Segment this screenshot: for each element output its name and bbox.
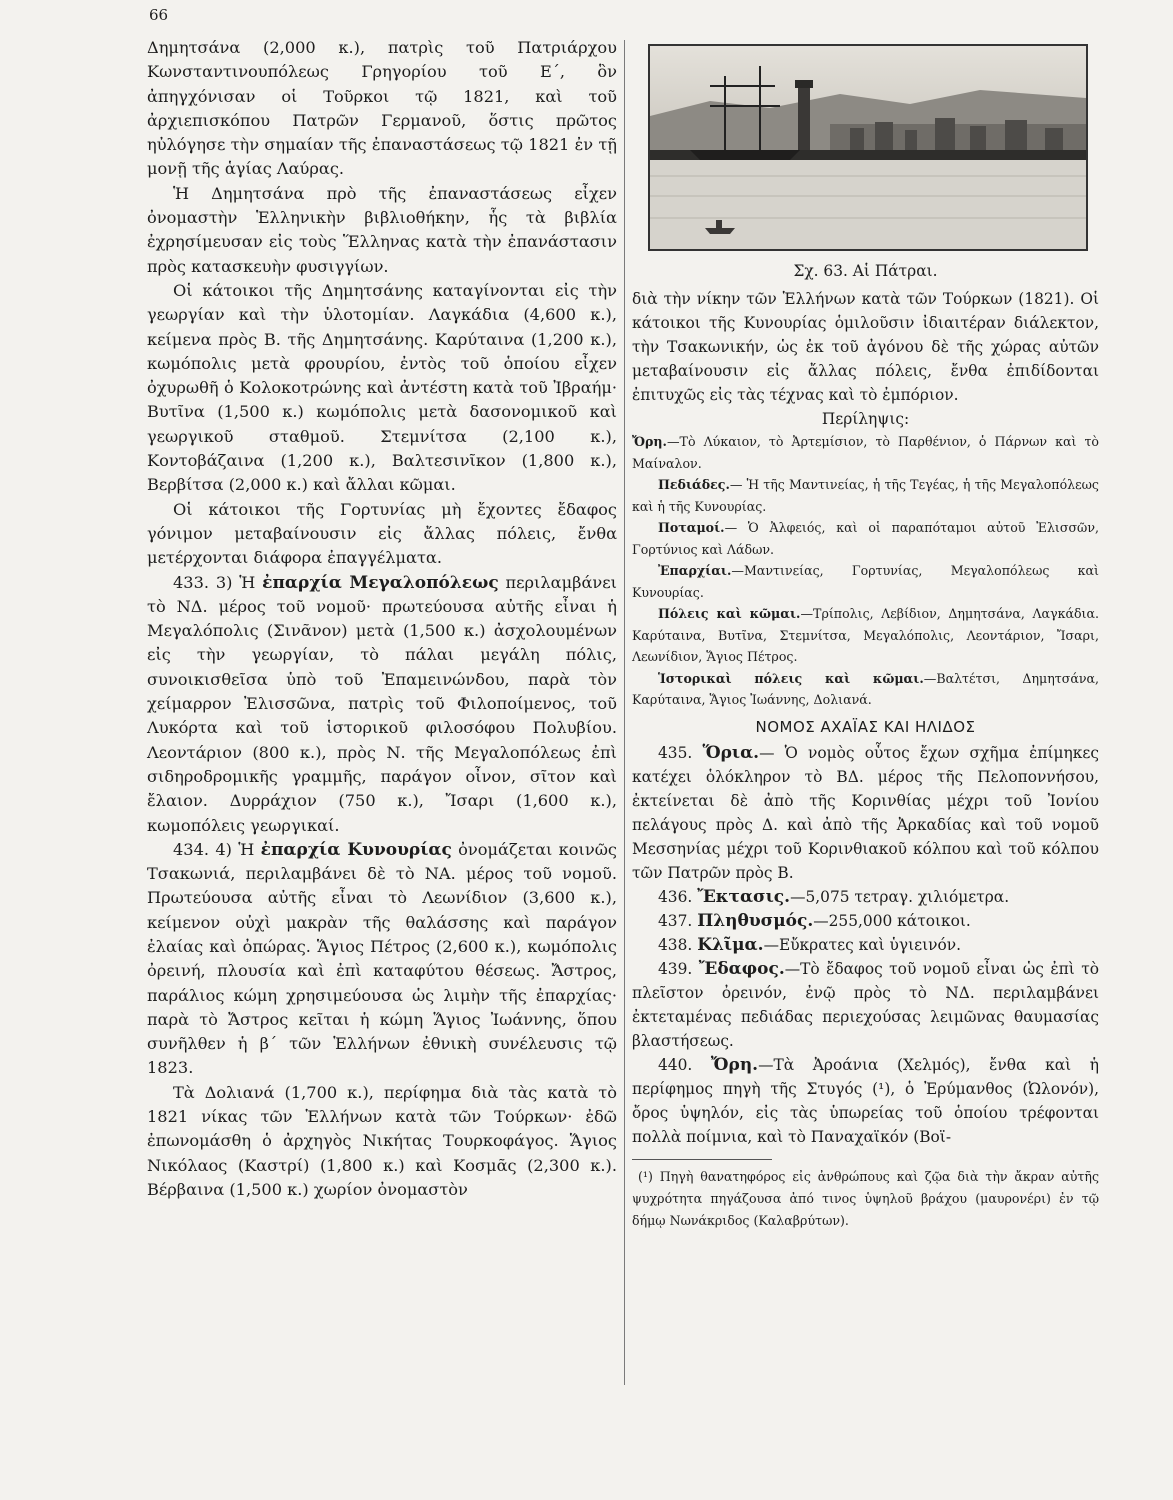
right-column [632,36,1099,1232]
paragraph-library: Ἡ Δημητσάνα πρὸ τῆς ἐπαναστάσεως εἶχεν ὀνομαστὴν Ἑλληνικὴν βιβλιοθήκην, ἧς τὰ βιβλία ἐχρησίμευσαν εἰς τοὺς Ἕλληνας κατὰ τὴν ἐπανάστασιν πρὸς κατασκευὴν φυσιγγίων. [147,183,617,276]
footnote: (¹) Πηγὴ θανατηφόρος εἰς ἀνθρώπους καὶ ζῷα διὰ τὴν ἄκραν αὐτῆς ψυχρότητα πηγάζουσα ἀπό τινος ὑψηλοῦ βράχου (μαυρονέρι) ἐν τῷ δήμῳ Νωνάκριδος (Καλαβρύτων). [632,1168,1099,1228]
article-number: 433. 3) Ἡ [173,572,256,592]
article-437 [632,909,1099,933]
article-number: 438. [658,935,693,954]
article-heading: Πληθυσμός. [697,910,814,931]
figure-caption: Σχ. 63. Αἱ Πάτραι. [793,262,938,280]
summary-text: —Τρίπολις, Λεβίδιον, Δημητσάνα, Λαγκάδια. Καρύταινα, Βυτῖνα, Στεμνίτσα, Μεγαλόπολις, Λεοντάριον, Ἴσαρι, Λεωνίδιον, Ἅγιος Πέτρος. [632,606,1099,664]
article-text: —5,075 τετραγ. χιλιόμετρα. [790,887,1010,906]
summary-plains [632,474,1099,517]
article-440 [632,1053,1099,1149]
article-number: 435. [658,743,693,762]
article-number: 439. [658,959,693,978]
patras-harbor-photo [648,44,1088,251]
summary-title: Περίληψις: [821,410,910,428]
paragraph-dimitsana: Δημητσάνα (2,000 κ.), πατρὶς τοῦ Πατριάρχου Κωνσταντινουπόλεως Γρηγορίου τοῦ Ε΄, ὃν ἀπηγχόνισαν οἱ Τοῦρκοι τῷ 1821, καὶ τοῦ ἀρχιεπισκόπου Πατρῶν Γερμανοῦ, ὅστις πρῶτος ηὐλόγησε τὴν σημαίαν τῆς ἐπαναστάσεως τῷ 1821 ἐν τῇ μονῇ τῆς ἁγίας Λαύρας. [147,38,617,179]
article-text: ὀνομάζεται κοινῶς Τσακωνιά, περιλαμβάνει δὲ τὸ ΝΑ. μέρος τοῦ νομοῦ. Πρωτεύουσα αὐτῆς εἶναι τὸ Λεωνίδιον (3,600 κ.), κείμενον οὐχὶ μακρὰν τῆς θαλάσσης καὶ παράγον ἐλαίας καὶ ὀπώρας. Ἅγιος Πέτρος (2,600 κ.), κωμόπολις ὀρεινή, πλουσία καὶ ἐπὶ καταφύτου θέσεως. Ἄστρος, παράλιος κώμη χρησιμεύουσα ὡς λιμὴν τῆς ἐπαρχίας· παρὰ τὸ Ἄστρος κεῖται ἡ κώμη Ἅγιος Ἰωάννης, ὅπου συνῆλθεν ἡ β΄ τῶν Ἑλλήνων ἐθνικὴ συνέλευσις τῷ 1823. [147,839,617,1078]
article-heading: ἐπαρχία Μεγαλοπόλεως [262,572,499,593]
article-439 [632,957,1099,1053]
article-text: —255,000 κάτοικοι. [813,911,971,930]
summary-provinces [632,560,1099,603]
harbor-illustration [650,46,1086,249]
summary-rivers [632,517,1099,560]
summary-label: Ἱστορικαὶ πόλεις καὶ κῶμαι. [658,670,924,686]
paragraph-433 [147,571,617,838]
summary-label: Πεδιάδες. [658,477,730,492]
article-435 [632,741,1099,885]
article-text: — Ὁ νομὸς οὗτος ἔχων σχῆμα ἐπίμηκες κατέχει ὁλόκληρον τὸ ΒΔ. μέρος τῆς Πελοποννήσου, ἐκτείνεται δὲ ἀπὸ τῆς Κορινθίας μέχρι τοῦ Ἰονίου πελάγους πρὸς Δ. καὶ ἀπὸ τῆς Ἀρκαδίας καὶ τοῦ νομοῦ Μεσσηνίας μέχρι τοῦ Κορινθιακοῦ κόλπου καὶ τοῦ κόλπου τῶν Πατρῶν πρὸς Β. [632,743,1099,882]
article-heading: Ἔκτασις. [697,886,791,907]
article-number: 436. [658,887,693,906]
article-text: —Τὸ ἔδαφος τοῦ νομοῦ εἶναι ὡς ἐπὶ τὸ πλεῖστον ὀρεινόν, ἐνῷ πρὸς τὸ ΝΔ. περιλαμβάνει ἐκτεταμένας πεδιάδας περιεχούσας λειμῶνας θαυμασίας βλαστήσεως. [632,959,1099,1050]
article-heading: Κλῖμα. [697,934,764,955]
paragraph-434 [147,838,617,1081]
article-text: —Τὰ Ἀροάνια (Χελμός), ἔνθα καὶ ἡ περίφημος πηγὴ τῆς Στυγός (¹), ὁ Ἐρύμανθος (Ὠλονόν), ὄρος ὑψηλόν, εἰς τὰς ὑπωρείας τοῦ ὁποίου τρέφονται πολλὰ ποίμνια, καὶ τὸ Παναχαϊκόν (Βοϊ- [632,1055,1099,1146]
summary-label: Ἐπαρχίαι. [658,563,732,578]
article-text: περιλαμβάνει τὸ ΝΔ. μέρος τοῦ νομοῦ· πρωτεύουσα αὐτῆς εἶναι ἡ Μεγαλόπολις (Σινᾶνον) μετὰ (1,500 κ.) ἀσχολουμένων εἰς τὴν γεωργίαν, τὸ πάλαι μεγάλη πόλις, συνοικισθεῖσα ὑπὸ τοῦ Ἐπαμεινώνδου, παρὰ τὸν χείμαρρον Ἐλισσῶνα, πατρὶς τοῦ Φιλοποίμενος, τοῦ Λυκόρτα καὶ τοῦ ἱστορικοῦ φιλοσόφου Πολυβίου. Λεοντάριον (800 κ.), πρὸς Ν. τῆς Μεγαλοπόλεως ἐπὶ σιδηροδρομικῆς γραμμῆς, παράγον οἶνον, σῖτον καὶ ἔλαιον. Δυρράχιον (750 κ.), Ἴσαρι (1,600 κ.), κωμοπόλεις γεωργικαί. [147,572,617,835]
article-number: 434. 4) Ἡ [173,839,255,859]
article-438 [632,933,1099,957]
section-title: ΝΟΜΟΣ ΑΧΑΪΑΣ ΚΑΙ ΗΛΙΔΟΣ [755,717,976,736]
summary-label: Ποταμοί. [658,520,725,535]
summary-label: Πόλεις καὶ κῶμαι. [658,606,801,621]
article-436 [632,885,1099,909]
article-heading: ἐπαρχία Κυνουρίας [260,839,452,860]
article-number: 437. [658,911,693,930]
article-text: —Εὔκρατες καὶ ὑγιεινόν. [763,935,962,954]
article-heading: Ἔδαφος. [698,958,785,979]
article-heading: Ὄρη. [710,1054,759,1075]
summary-text: —Μαντινείας, Γορτυνίας, Μεγαλοπόλεως καὶ Κυνουρίας. [632,563,1099,600]
article-heading: Ὅρια. [702,742,760,763]
summary-mountains [632,431,1099,474]
summary-text: — Ἡ τῆς Μαντινείας, ἡ τῆς Τεγέας, ἡ τῆς Μεγαλοπόλεως καὶ ἡ τῆς Κυνουρίας. [632,477,1099,514]
left-column [147,36,617,1202]
summary-label: Ὄρη. [632,434,667,449]
column-divider [624,40,625,1385]
summary-text: — Ὁ Ἀλφειός, καὶ οἱ παραπόταμοι αὐτοῦ Ἐλισσῶν, Γορτύνιος καὶ Λάδων. [632,520,1099,557]
summary-towns [632,603,1099,668]
paragraph-kynouria-dialect: διὰ τὴν νίκην τῶν Ἑλλήνων κατὰ τῶν Τούρκων (1821). Οἱ κάτοικοι τῆς Κυνουρίας ὁμιλοῦσιν ἰδιαιτέραν διάλεκτον, τὴν Τσακωνικήν, ὡς ἐκ τοῦ ἀγόνου δὲ τῆς χώρας αὐτῶν μεταβαίνουσιν εἰς ἄλλας πόλεις, ἔνθα ἐπιδίδονται ἐπιτυχῶς εἰς τὰς τέχνας καὶ τὸ ἐμπόριον. [632,290,1099,404]
page-number: 66 [149,6,169,24]
footnote-rule [632,1159,772,1160]
paragraph-gortynia: Οἱ κάτοικοι τῆς Γορτυνίας μὴ ἔχοντες ἔδαφος γόνιμον μεταβαίνουσιν εἰς ἄλλας πόλεις, ἔνθα μετέρχονται διάφορα ἐπαγγέλματα. [147,499,617,568]
summary-historic-towns [632,668,1099,711]
paragraph-doliana: Τὰ Δολιανά (1,700 κ.), περίφημα διὰ τὰς κατὰ τὸ 1821 νίκας τῶν Ἑλλήνων κατὰ τῶν Τούρκων· ἐδῶ ἐπωνομάσθη ὁ ἀρχηγὸς Νικήτας Τουρκοφάγος. Ἅγιος Νικόλαος (Καστρί) (1,800 κ.) καὶ Κοσμᾶς (2,300 κ.). Βέρβαινα (1,500 κ.) χωρίον ὀνομαστὸν [147,1082,617,1199]
summary-text: —Τὸ Λύκαιον, τὸ Ἀρτεμίσιον, τὸ Παρθένιον, ὁ Πάρνων καὶ τὸ Μαίναλον. [632,434,1099,471]
paragraph-inhabitants: Οἱ κάτοικοι τῆς Δημητσάνης καταγίνονται εἰς τὴν γεωργίαν καὶ τὴν ὑλοτομίαν. Λαγκάδια (4,600 κ.), κείμενα πρὸς Β. τῆς Δημητσάνης. Καρύταινα (1,200 κ.), κωμόπολις μετὰ φρουρίου, ἐντὸς τοῦ ὁποίου εἶχεν ὀχυρωθῆ ὁ Κολοκοτρώνης καὶ ἀντέστη κατὰ τοῦ Ἰβραήμ· Βυτῖνα (1,500 κ.) κωμόπολις μετὰ δασονομικοῦ καὶ γεωργικοῦ σταθμοῦ. Στεμνίτσα (2,100 κ.), Κοντοβάζαινα (1,200 κ.), Βαλτεσινῖκον (1,800 κ.), Βερβίτσα (2,000 κ.) καὶ ἄλλαι κῶμαι. [147,280,617,495]
summary-text: —Βαλτέτσι, Δημητσάνα, Καρύταινα, Ἅγιος Ἰωάννης, Δολιανά. [632,670,1099,707]
article-number: 440. [658,1055,693,1074]
